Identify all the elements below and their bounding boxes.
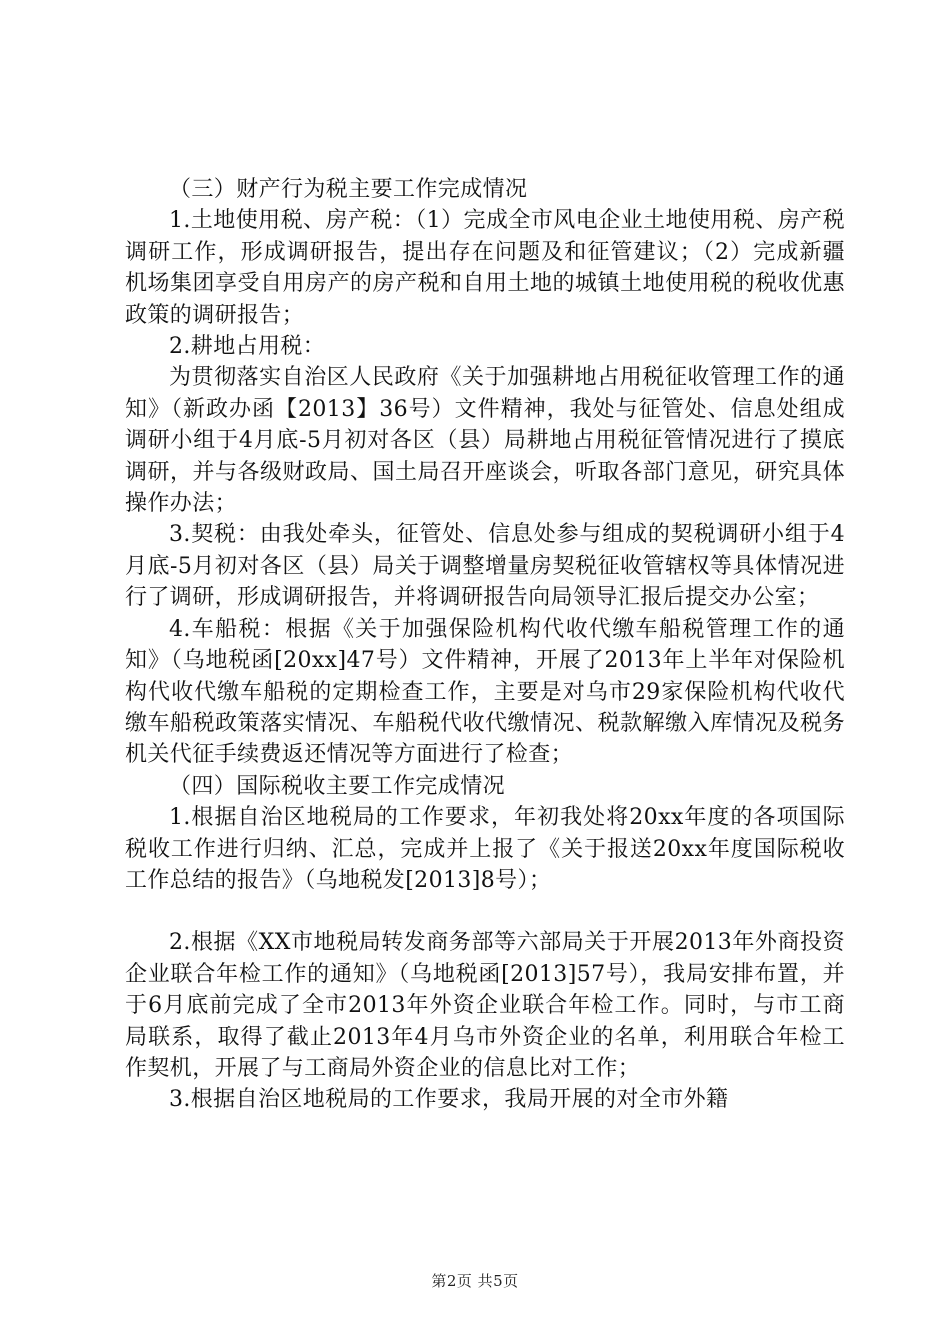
paragraph-international-tax-2: 2.根据《XX市地税局转发商务部等六部局关于开展2013年外商投资企业联合年检工作的通知》（乌地税函[2013]57号），我局安排布置，并于6月底前完成了全市2013年外资企业联合年检工作。同时，与市工商局联系，取得了截止2013年4月乌市外资企业的名单，利用联合年检工作契机，开展了与工商局外资企业的信息比对工作；: [125, 930, 845, 1081]
paragraph-international-tax-3: 3.根据自治区地税局的工作要求，我局开展的对全市外籍: [169, 1087, 729, 1113]
paragraph-international-tax-1: 1.根据自治区地税局的工作要求，年初我处将20xx年度的各项国际税收工作进行归纳、汇总，完成并上报了《关于报送20xx年度国际税收工作总结的报告》（乌地税发[2013]8号）；: [125, 805, 845, 893]
paragraph-land-use-tax: 1.土地使用税、房产税：（1）完成全市风电企业土地使用税、房产税调研工作，形成调研报告，提出存在问题及和征管建议；（2）完成新疆机场集团享受自用房产的房产税和自用土地的城镇土地使用税的税收优惠政策的调研报告；: [125, 208, 845, 328]
page-number-footer: 第2页 共5页: [431, 1272, 519, 1290]
section-heading-property-tax: （三）财产行为税主要工作完成情况: [169, 177, 528, 202]
paragraph-deed-tax: 3.契税：由我处牵头，征管处、信息处参与组成的契税调研小组于4月底-5月初对各区（县）局关于调整增量房契税征收管辖权等具体情况进行了调研，形成调研报告，并将调研报告向局领导汇报后提交办公室；: [125, 522, 845, 611]
document-body: [125, 174, 845, 1116]
paragraph-farmland-tax-body: 为贯彻落实自治区人民政府《关于加强耕地占用税征收管理工作的通知》（新政办函【2013】36号）文件精神，我处与征管处、信息处组成调研小组于4月底-5月初对各区（县）局耕地占用税征管情况进行了摸底调研，并与各级财政局、国土局召开座谈会，听取各部门意见，研究具体操作办法；: [125, 365, 845, 517]
paragraph-vehicle-vessel-tax: 4.车船税：根据《关于加强保险机构代收代缴车船税管理工作的通知》（乌地税函[20xx]47号）文件精神，开展了2013年上半年对保险机构代收代缴车船税的定期检查工作，主要是对乌市29家保险机构代收代缴车船税政策落实情况、车船税代收代缴情况、税款解缴入库情况及税务机关代征手续费返还情况等方面进行了检查；: [125, 616, 845, 768]
paragraph-farmland-tax-title: 2.耕地占用税：: [169, 334, 326, 360]
section-heading-international-tax: （四）国际税收主要工作完成情况: [169, 773, 506, 799]
